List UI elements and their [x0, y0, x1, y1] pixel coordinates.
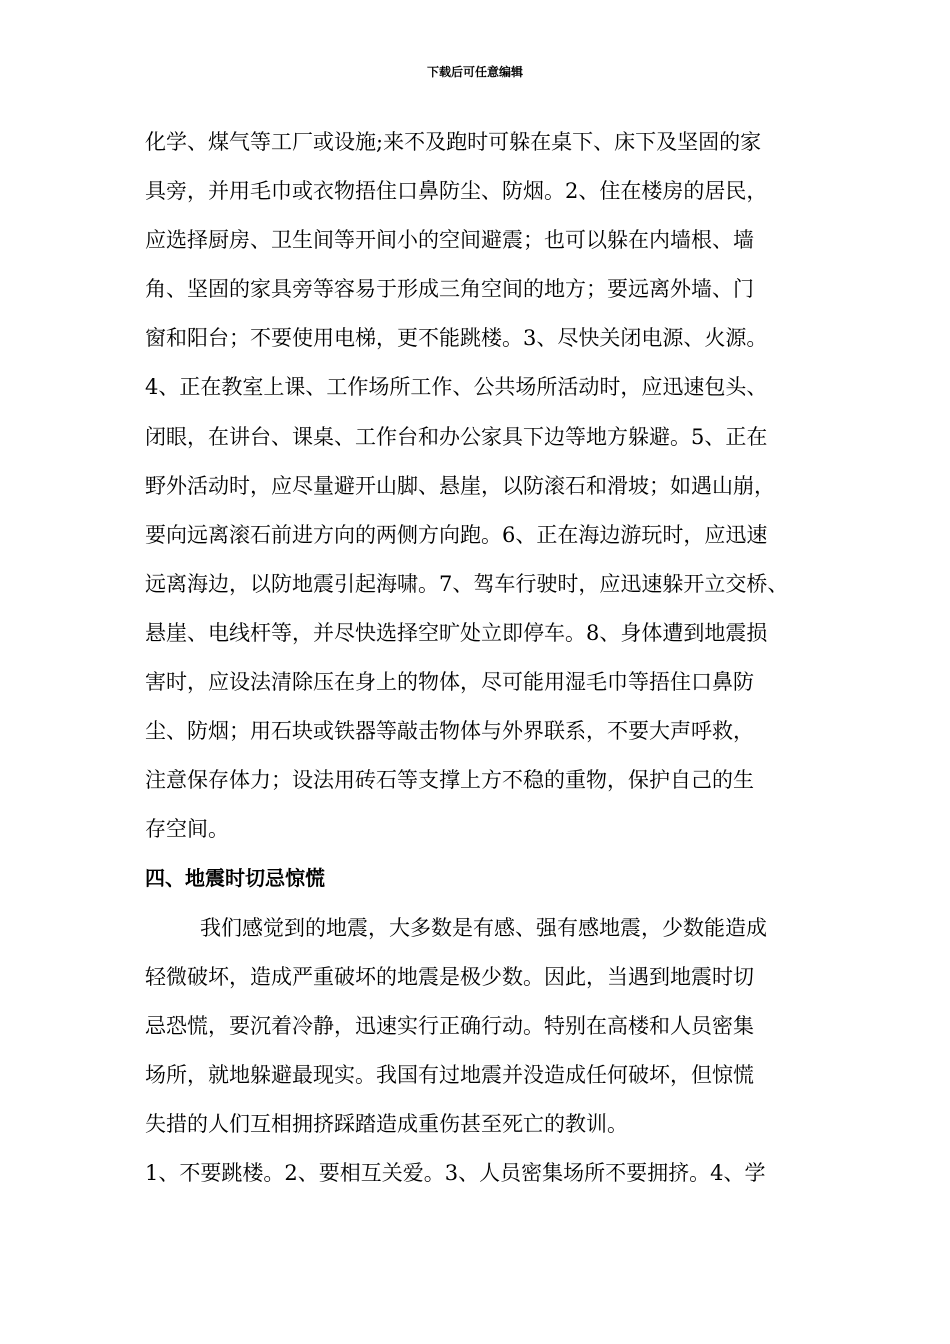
paragraph-line: 具旁，并用毛巾或衣物捂住口鼻防尘、防烟。2、住在楼房的居民，: [145, 179, 768, 204]
section-paragraph-line: 1、不要跳楼。2、要相互关爱。3、人员密集场所不要拥挤。4、学: [145, 1160, 766, 1185]
paragraph-line: 闭眼，在讲台、课桌、工作台和办公家具下边等地方躲避。5、正在: [145, 424, 768, 449]
paragraph-line: 角、坚固的家具旁等容易于形成三角空间的地方；要远离外墙、门: [145, 277, 754, 302]
paragraph-line: 远离海边，以防地震引起海啸。7、驾车行驶时，应迅速躲开立交桥、: [145, 571, 789, 596]
paragraph-line: 4、正在教室上课、工作场所工作、公共场所活动时，应迅速包头、: [145, 375, 768, 400]
paragraph-line: 应选择厨房、卫生间等开间小的空间避震；也可以躲在内墙根、墙: [145, 228, 754, 253]
paragraph-line: 尘、防烟；用石块或铁器等敲击物体与外界联系，不要大声呼救，: [145, 719, 754, 744]
paragraph-line: 窗和阳台；不要使用电梯，更不能跳楼。3、尽快关闭电源、火源。: [145, 326, 768, 351]
paragraph-line: 野外活动时，应尽量避开山脚、悬崖，以防滚石和滑坡；如遇山崩，: [145, 473, 775, 498]
section-paragraph-line: 场所，就地躲避最现实。我国有过地震并没造成任何破坏，但惊慌: [145, 1062, 754, 1087]
section-paragraph-line: 轻微破坏，造成严重破坏的地震是极少数。因此，当遇到地震时切: [145, 964, 754, 989]
section-paragraph-line: 忌恐慌，要沉着冷静，迅速实行正确行动。特别在高楼和人员密集: [145, 1013, 754, 1038]
document-body: [145, 118, 825, 1198]
paragraph-line: 要向远离滚石前进方向的两侧方向跑。6、正在海边游玩时，应迅速: [145, 522, 768, 547]
page-header: 下载后可任意编辑: [426, 65, 523, 79]
paragraph-line: 害时，应设法清除压在身上的物体，尽可能用湿毛巾等捂住口鼻防: [145, 670, 754, 695]
section-paragraph-line: 失措的人们互相拥挤踩踏造成重伤甚至死亡的教训。: [145, 1111, 628, 1136]
paragraph-line: 注意保存体力；设法用砖石等支撑上方不稳的重物，保护自己的生: [145, 768, 754, 793]
section-paragraph-line: 我们感觉到的地震，大多数是有感、强有感地震，少数能造成: [200, 915, 767, 940]
paragraph-line: 存空间。: [145, 817, 229, 842]
paragraph-line: 化学、煤气等工厂或设施;来不及跑时可躲在桌下、床下及坚固的家: [145, 130, 762, 154]
paragraph-line: 悬崖、电线杆等，并尽快选择空旷处立即停车。8、身体遭到地震损: [145, 620, 768, 645]
section-heading: 四、地震时切忌惊慌: [145, 866, 325, 891]
